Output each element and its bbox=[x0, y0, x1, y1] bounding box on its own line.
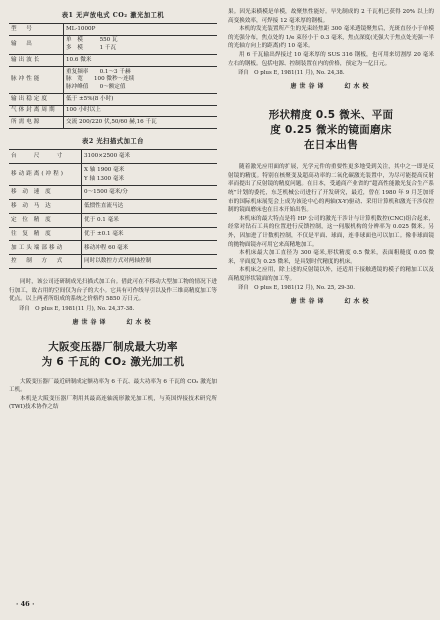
right-paragraph-5: 本机床的最大特点是将 HP 公司的激光干涉计与计算机数控(CNC)组合起来，经常对钻石工具的位置进行反馈控制，这一伺服机构的分辨率为 0.025 微米。另外，因加进了计数机控制，不仅是平面、球面，连非球面也可以加工。像非球面镜的抛物面镜亦可用它来高精地加工。 bbox=[228, 215, 434, 248]
table1-row bbox=[9, 24, 217, 36]
left-paragraph-3: 本机是大阪变压器厂利用其最高连轴流形激光加工机，与英国焊接技术研究所(TWI)技术协作之结 bbox=[9, 395, 217, 411]
table2-row-key: 移 动 速 度 bbox=[9, 186, 82, 200]
table1-row-value bbox=[64, 55, 218, 67]
page-number: · 46 · bbox=[16, 600, 35, 608]
table2-row-value bbox=[82, 164, 218, 186]
table2-row-key: 往 复 精 度 bbox=[9, 227, 82, 241]
table2-row bbox=[9, 186, 217, 200]
table1-value-line: 单 模 550 瓦 bbox=[66, 37, 118, 44]
table2-value-line: 同时以数控方式对两轴控制 bbox=[84, 258, 152, 265]
right-article-headline bbox=[228, 108, 434, 153]
left-headline-line-1: 大阪变压器厂制成最大功率 bbox=[48, 340, 178, 353]
right-paragraph-2: 本机的发光装置所产生的光束经焦距 300 毫米透镜聚焦后，光斑直径小于单模的光强分布，焦点处的 1/e 束径小于 0.3 毫米，焦点深度(光强大于焦点处光强一半的光轴方向上的距离)约 10 毫米。 bbox=[228, 26, 434, 50]
table1-row-value bbox=[64, 93, 218, 105]
table2-row-value bbox=[82, 150, 218, 164]
table1 bbox=[9, 23, 217, 129]
left-headline-line-2: 为 6 千瓦的 CO₂ 激光加工机 bbox=[41, 355, 185, 368]
table2-row-key: 台 尺 寸 bbox=[9, 150, 82, 164]
table1-caption: 表1 无声放电式 CO₂ 激光加工机 bbox=[61, 12, 165, 19]
right-reference-2: 译自 O plus E, 1981(12 月), No. 25, 29-30. bbox=[238, 285, 355, 292]
table1-value-line: ML-1000P bbox=[66, 25, 96, 32]
table1-row-value bbox=[64, 66, 218, 93]
table2-row bbox=[9, 213, 217, 227]
table1-row-key: 所需电源 bbox=[9, 117, 64, 129]
table2-row bbox=[9, 241, 217, 255]
left-paragraph-2: 大阪变压器厂最近研制成定额功率为 6 千瓦、最大功率为 6 千瓦的 CO₂ 激光加工机。 bbox=[9, 378, 217, 394]
table2-value-line: 0～1500 毫米/分 bbox=[84, 189, 128, 196]
table2-value-line: X 轴 1900 毫米 bbox=[84, 167, 125, 174]
table1-row bbox=[9, 117, 217, 129]
table2-caption: 表2 光扫描式加工台 bbox=[82, 138, 144, 146]
right-column bbox=[228, 8, 434, 307]
table1-row-value bbox=[64, 35, 218, 54]
table1-row-key: 型 号 bbox=[9, 24, 64, 36]
left-translator-1: 唐世谷译 幻水校 bbox=[72, 318, 154, 326]
table2-row bbox=[9, 255, 217, 269]
table2-row bbox=[9, 164, 217, 186]
table1-row bbox=[9, 105, 217, 117]
right-headline-line-3: 在日本出售 bbox=[304, 139, 358, 152]
right-translator-1: 唐世谷译 幻水校 bbox=[290, 83, 372, 91]
right-headline-line-2: 度 0.25 微米的镜面磨床 bbox=[270, 124, 392, 137]
left-article-headline bbox=[9, 340, 217, 370]
table2-row-value bbox=[82, 213, 218, 227]
table2-value-line: 低惯性直流马达 bbox=[84, 203, 124, 210]
table2-row-value bbox=[82, 241, 218, 255]
table2-row bbox=[9, 227, 217, 241]
table2-row-key: 控 制 方 式 bbox=[9, 255, 82, 269]
table2-row-key: 移动距离(冲程) bbox=[9, 164, 82, 186]
table1-row bbox=[9, 55, 217, 67]
left-paragraph-1: 同时，该公司还研制成光扫描式加工台。借此可在不移动大型加工物的情况下进行加工，故占用的空间仅为台子的大小。它具有可作线导引以及作三维高精度加工等优点。以上两者所组成的系统之价格约 5850 万日元。 bbox=[9, 278, 217, 303]
left-reference-1: 译自 O plus E, 1981(11 月), No. 24,37-38. bbox=[19, 305, 135, 312]
table1-value-line: 100 小时以上 bbox=[66, 107, 101, 114]
table1-value-line: 10.6 微米 bbox=[66, 56, 92, 63]
table2-row-value bbox=[82, 186, 218, 200]
table1-row-key: 脉冲性能 bbox=[9, 66, 64, 93]
table1-row bbox=[9, 66, 217, 93]
right-paragraph-7: 本机床之应用，除上述的反射镜以外，还适用于接触透镜的模子的精加工以及高精度形状镜面的加工等。 bbox=[228, 267, 434, 282]
right-translator-2: 唐世谷译 幻水校 bbox=[290, 298, 372, 306]
right-headline-line-1: 形状精度 0.5 微米、平面 bbox=[268, 109, 394, 122]
table1-value-line: 交流 200/220 伏,50/60 赫,16 千瓦 bbox=[66, 119, 157, 126]
table2-value-line: 优于 ±0.1 毫米 bbox=[84, 230, 124, 237]
table1-value-line: 多 模 1 千瓦 bbox=[66, 44, 117, 51]
right-paragraph-1: 果。因光束横模是单模，故聚焦性能好。早先制成的 2 千瓦机已获得 20% 以上的高变换效率，可焊接 12 毫米厚的钢板。 bbox=[228, 9, 434, 24]
table2-row-value bbox=[82, 200, 218, 214]
table2-value-line: 移动冲程 60 毫米 bbox=[84, 244, 129, 251]
table2-row bbox=[9, 150, 217, 164]
table1-row-key: 气体封离周期 bbox=[9, 105, 64, 117]
table2-row-value bbox=[82, 255, 218, 269]
table1-row-key: 输 出 bbox=[9, 35, 64, 54]
table1-value-line: 低于 ±5%(8 小时) bbox=[66, 95, 114, 102]
table1-row bbox=[9, 35, 217, 54]
right-paragraph-6: 本机床最大加工直径为 300 毫米,形状精度 0.5 微米，表面粗糙度 0.05 微米，平面度为 0.25 微米，是具划时代精度的机床。 bbox=[228, 250, 434, 265]
table2-value-line: Y 轴 1300 毫米 bbox=[84, 175, 125, 182]
table2 bbox=[9, 149, 217, 269]
table1-row-key: 输出稳定度 bbox=[9, 93, 64, 105]
table1-row-value bbox=[64, 117, 218, 129]
right-paragraph-4: 随着激光应用面的扩展，光学元件的重要性更多地受到关注，其中之一即是反射镜的精度。特别在核聚变及超高功率的二氧化碳激光装置中，为尽可能提高反射率而提出了反射镜的精度问题。在日本，受通商产业省的“超高性能激光复合生产系统”计划的委托，东芝机械公司进行了开发研究，最近，曾在 1980 年 9 月芝加哥市的国际机床展览会上成为该论中心的两轴(X-Y)驱动、采用计算机和激光干涉仪控制的镜面磨床也在日本开始出售。 bbox=[228, 164, 434, 214]
table1-value-line: 重复频率 0.1～3 千赫 bbox=[66, 68, 131, 75]
right-paragraph-3: 用 6 千瓦输出焊接过 10 毫米厚的 SUS 316 钢板，也可用来切割厚 20 毫米左右的钢板。包括电源、控制装置在内的价格，预定为一亿日元。 bbox=[228, 51, 434, 67]
table2-row-value bbox=[82, 227, 218, 241]
table1-row-value bbox=[64, 24, 218, 36]
right-reference-1: 译自 O plus E, 1981(11 月), No. 24,38. bbox=[238, 70, 345, 77]
table1-value-line: 脉冲峰值 0～额定值 bbox=[66, 83, 126, 90]
table2-row-key: 定 位 精 度 bbox=[9, 213, 82, 227]
table2-value-line: 3100×2500 毫米 bbox=[84, 153, 131, 160]
table1-value-line: 脉 宽 100 微秒～连续 bbox=[66, 76, 135, 83]
table2-row-key: 移 动 马 达 bbox=[9, 200, 82, 214]
left-column bbox=[9, 8, 217, 412]
table2-row-key: 加工头端部移动 bbox=[9, 241, 82, 255]
table2-row bbox=[9, 200, 217, 214]
table1-row-key: 输出波长 bbox=[9, 55, 64, 67]
table2-value-line: 优于 0.1 毫米 bbox=[84, 216, 119, 223]
table1-row-value bbox=[64, 105, 218, 117]
table1-row bbox=[9, 93, 217, 105]
